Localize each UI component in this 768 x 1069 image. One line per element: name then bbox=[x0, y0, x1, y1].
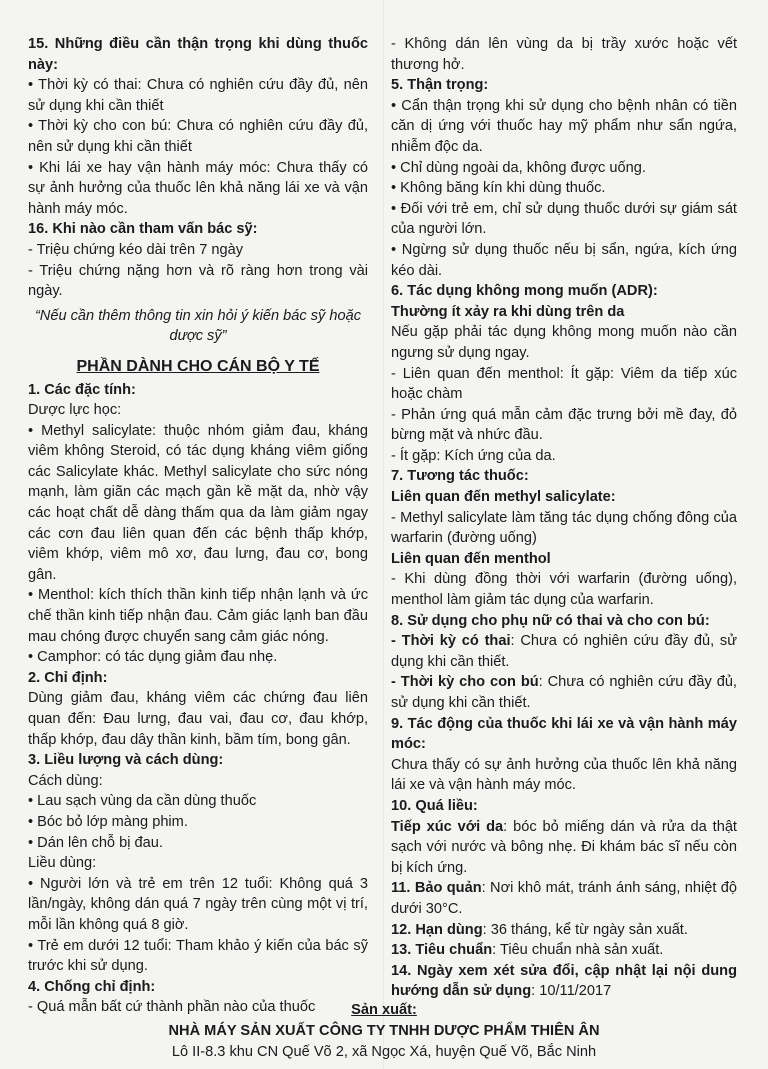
section-heading: 1. Các đặc tính: bbox=[28, 381, 136, 398]
paragraph: Cách dùng: bbox=[28, 772, 103, 789]
paragraph: - Ít gặp: Kích ứng của da. bbox=[391, 447, 556, 464]
paragraph bbox=[391, 878, 737, 919]
page-fold-line bbox=[383, 0, 384, 1069]
section-heading: Liên quan đến methyl salicylate: bbox=[391, 489, 616, 506]
section-heading: 16. Khi nào cần tham vấn bác sỹ: bbox=[28, 221, 258, 238]
paragraph bbox=[391, 920, 737, 941]
paragraph: Dược lực học: bbox=[28, 402, 122, 419]
section-heading: 6. Tác dụng không mong muốn (ADR): bbox=[391, 283, 658, 300]
paragraph: • Lau sạch vùng da cần dùng thuốc bbox=[28, 793, 257, 810]
paragraph bbox=[391, 631, 737, 672]
section-heading: 7. Tương tác thuốc: bbox=[391, 468, 529, 485]
paragraph: - Methyl salicylate làm tăng tác dụng chống đông của warfarin (đường uống) bbox=[391, 509, 737, 547]
paragraph: • Thời kỳ cho con bú: Chưa có nghiên cứu đầy đủ, nên sử dụng khi cần thiết bbox=[28, 118, 368, 155]
paragraph: - Không dán lên vùng da bị trầy xước hoặc vết thương hở. bbox=[391, 36, 737, 73]
bold-lead: - Thời kỳ cho con bú bbox=[391, 674, 539, 691]
right-column bbox=[391, 34, 737, 1002]
paragraph: - Quá mẫn bất cứ thành phần nào của thuốc bbox=[28, 999, 316, 1016]
paragraph: • Thời kỳ có thai: Chưa có nghiên cứu đầy đủ, nên sử dụng khi cần thiết bbox=[28, 77, 368, 114]
paragraph: • Khi lái xe hay vận hành máy móc: Chưa thấy có sự ảnh hưởng của thuốc lên khả năng lái xe và vận hành máy móc. bbox=[28, 159, 368, 217]
paragraph: Liều dùng: bbox=[28, 855, 97, 872]
paragraph: • Cẩn thận trọng khi sử dụng cho bệnh nhân có tiền căn dị ứng với thuốc hay mỹ phẩm như sẩn ngứa, nhiễm độc da. bbox=[391, 97, 737, 155]
paragraph: • Trẻ em dưới 12 tuổi: Tham khảo ý kiến của bác sỹ trước khi sử dụng. bbox=[28, 937, 368, 975]
manufacturer-label: Sản xuất: bbox=[351, 1002, 417, 1018]
section-heading: 9. Tác động của thuốc khi lái xe và vận hành máy móc: bbox=[391, 715, 737, 753]
bold-lead: - Thời kỳ có thai bbox=[391, 633, 511, 650]
paragraph: - Liên quan đến menthol: Ít gặp: Viêm da tiếp xúc hoặc chàm bbox=[391, 365, 737, 403]
paragraph: - Phản ứng quá mẫn cảm đặc trưng bởi mề đay, đỏ bừng mặt và nhức đầu. bbox=[391, 406, 737, 444]
bold-lead: 11. Bảo quản bbox=[391, 880, 482, 897]
section-heading: 15. Những điều cần thận trọng khi dùng thuốc này: bbox=[28, 36, 368, 73]
section-heading: 8. Sử dụng cho phụ nữ có thai và cho con bú: bbox=[391, 612, 710, 629]
paragraph bbox=[391, 672, 737, 713]
section-heading: 4. Chống chỉ định: bbox=[28, 978, 156, 995]
advice-quote: “Nếu cần thêm thông tin xin hỏi ý kiến bác sỹ hoặc dược sỹ” bbox=[34, 307, 362, 345]
paragraph: • Ngừng sử dụng thuốc nếu bị sẩn, ngứa, kích ứng kéo dài. bbox=[391, 241, 737, 279]
section-heading: Thường ít xảy ra khi dùng trên da bbox=[391, 303, 625, 320]
bold-lead: 14. Ngày xem xét sửa đổi, cập nhật lại nội dung hướng dẫn sử dụng bbox=[391, 962, 737, 1000]
paragraph-text: : Nơi khô mát, tránh ánh sáng, nhiệt độ dưới 30°C. bbox=[391, 880, 737, 917]
paragraph-text: : 36 tháng, kể từ ngày sản xuất. bbox=[482, 921, 688, 938]
bold-lead: 12. Hạn dùng bbox=[391, 921, 483, 938]
section-heading: Liên quan đến menthol bbox=[391, 550, 551, 567]
paragraph: - Triệu chứng kéo dài trên 7 ngày bbox=[28, 241, 244, 258]
paragraph: • Chỉ dùng ngoài da, không được uống. bbox=[391, 159, 646, 176]
paragraph-text: : Tiêu chuẩn nhà sản xuất. bbox=[492, 942, 664, 959]
manufacturer-address: Lô II-8.3 khu CN Quế Võ 2, xã Ngọc Xá, huyện Quế Võ, Bắc Ninh bbox=[171, 1044, 597, 1060]
paragraph: • Menthol: kích thích thần kinh tiếp nhận lạnh và ức chế thần kinh tiếp nhận đau. Cảm giác lạnh ban đầu mau chóng được chuyển sang cảm giác nóng. bbox=[28, 587, 368, 645]
section-heading: 3. Liều lượng và cách dùng: bbox=[28, 752, 224, 769]
paragraph bbox=[391, 961, 737, 1002]
paragraph: • Không băng kín khi dùng thuốc. bbox=[391, 180, 606, 197]
manufacturer-footer bbox=[0, 1000, 768, 1063]
paragraph: • Bóc bỏ lớp màng phim. bbox=[28, 813, 188, 830]
section-title: PHẦN DÀNH CHO CÁN BỘ Y TẾ bbox=[76, 357, 320, 375]
paragraph: Nếu gặp phải tác dụng không mong muốn nào cần ngưng sử dụng ngay. bbox=[391, 324, 737, 361]
paragraph: • Camphor: có tác dụng giảm đau nhẹ. bbox=[28, 649, 278, 666]
manufacturer-name: NHÀ MÁY SẢN XUẤT CÔNG TY TNHH DƯỢC PHẨM THIÊN ÂN bbox=[168, 1023, 600, 1039]
paragraph-text: : bóc bỏ miếng dán và rửa da thật sạch với nước và bông nhẹ. Đi khám bác sĩ nếu còn bị kích ứng. bbox=[391, 818, 737, 876]
paragraph: - Triệu chứng nặng hơn và rõ ràng hơn trong vài ngày. bbox=[28, 262, 368, 300]
paragraph: • Đối với trẻ em, chỉ sử dụng thuốc dưới sự giám sát của người lớn. bbox=[391, 200, 737, 238]
paragraph-text: : Chưa có nghiên cứu đầy đủ, sử dụng khi cần thiết. bbox=[391, 674, 737, 711]
left-column bbox=[28, 34, 368, 1018]
paragraph-text: : 10/11/2017 bbox=[531, 983, 612, 1000]
paragraph: - Khi dùng đồng thời với warfarin (đường uống), menthol làm giảm tác dụng của warfarin. bbox=[391, 571, 737, 609]
paragraph bbox=[391, 940, 737, 961]
paragraph: • Dán lên chỗ bị đau. bbox=[28, 834, 163, 851]
paragraph: • Người lớn và trẻ em trên 12 tuổi: Không quá 3 lần/ngày, không dán quá 7 ngày trên cùng một vị trí, mỗi lần không quá 8 giờ. bbox=[28, 875, 368, 933]
bold-lead: 13. Tiêu chuẩn bbox=[391, 942, 493, 959]
bold-lead: Tiếp xúc với da bbox=[391, 818, 504, 835]
section-heading: 2. Chỉ định: bbox=[28, 669, 108, 686]
paragraph bbox=[391, 817, 737, 879]
paragraph: Chưa thấy có sự ảnh hưởng của thuốc lên khả năng lái xe và vận hành máy móc. bbox=[391, 756, 737, 794]
paragraph: • Methyl salicylate: thuộc nhóm giảm đau, kháng viêm không Steroid, có tác dụng kháng viêm giống các Salicylate khác. Methyl salicylate cho sức nóng mạnh, làm giãn các mạch gần kề mặt da, nhờ vậy các hoạt chất dễ dàng thấm qua da làm giảm ngay các cơn đau liên quan đến các bệnh thấp khớp, viêm khớp, viêm mô xơ, đau lưng, đau cơ, bong gân. bbox=[28, 422, 368, 583]
section-heading: 5. Thận trọng: bbox=[391, 77, 489, 94]
paragraph-text: : Chưa có nghiên cứu đầy đủ, sử dụng khi cần thiết. bbox=[391, 633, 737, 670]
paragraph: Dùng giảm đau, kháng viêm các chứng đau liên quan đến: Đau lưng, đau vai, đau cơ, đau khớp, thấp khớp, đau dây thần kinh, bầm tím, bong gân. bbox=[28, 690, 368, 748]
section-heading: 10. Quá liều: bbox=[391, 797, 478, 814]
